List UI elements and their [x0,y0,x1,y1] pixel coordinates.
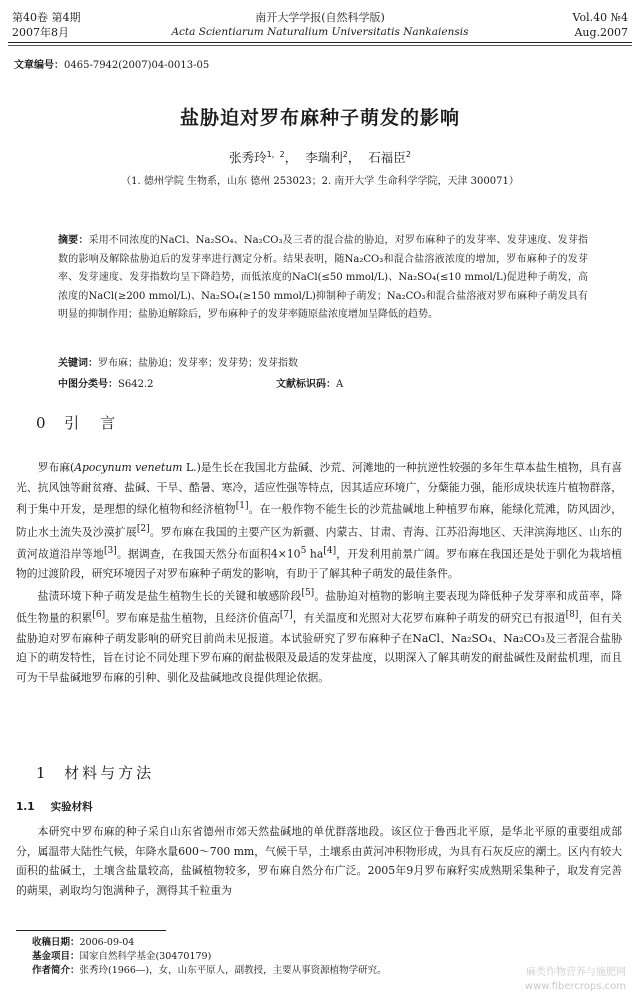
journal-name-cn: 南开大学学报(自然科学版) [255,11,385,24]
text-run: 盐渍环境下种子萌发是盐生植物生长的关键和敏感阶段 [37,589,302,603]
author-list: 张秀玲$^{1,2}$， 李瑞利$^2$， 石福臣$^2$ [229,149,411,165]
intro-paragraph-2 [16,584,622,688]
document-code-label: 文献标识码： [276,379,336,390]
latin-name: Apocynum venetum [74,461,183,474]
citation: [7] [279,610,293,621]
text-run: 。盐胁迫对植物的影响主要表现为降低种子发芽率和成苗率，降低生物量的积累 [16,589,623,625]
footnote-author [32,964,387,978]
footnote-label: 收稿日期： [32,937,80,948]
section-heading-methods [36,762,154,783]
text-run: ha [306,547,324,561]
text-run: 。罗布麻在我国的主要产区为新疆、内蒙古、甘肃、青海、江苏沿海地区、天津滨海地区、山东的黄河故道沿岸等地 [16,525,623,561]
keywords-label: 关键词： [58,358,98,369]
intro-paragraph-1 [16,458,622,584]
footnotes [32,936,387,978]
introduction-body [16,458,622,688]
author-affiliation-mark: 1，2 [266,149,285,159]
date-en: Aug.2007 [574,26,628,39]
footnote-divider [16,930,166,931]
watermark [525,966,626,994]
date-cn: 2007年8月 [12,26,69,39]
author-affiliation-mark: 2 [342,149,348,159]
text-run: ，开发利用前景广阔。罗布麻在我国还是处于驯化为栽培植物的过渡阶段，研究环境因子对罗布麻种子萌发的影响，有助于了解其种子萌发的最佳条件。 [16,547,623,581]
subsection-title: 实验材料 [50,801,93,813]
text-run: 。据调查，在我国天然分布面积4×10 [116,547,301,561]
author-name: 李瑞利 [305,150,343,165]
watermark-line: www.fibercrops.com [524,981,626,992]
section-title: 引 言 [64,414,119,432]
author-affiliation-mark: 2 [405,149,411,159]
materials-paragraph: 本研究中罗布麻的种子采自山东省德州市郊天然盐碱地的单优群落地段。该区位于鲁西北平原，是华北平原的重要组成部分，属温带大陆性气候，年降水量600～700 mm，气候干旱，土壤系由黄河冲积物形成，为具有石灰反应的潮土。区内有较大面积的盐碱土，土壤含盐量较高，盐碱植物较多，罗布麻自然分布广泛。2005年9月罗布麻籽实成熟期采集种子，取发育完善的蒴果，剥取均匀饱满种子，测得其千粒重为 [16,825,622,898]
footnote-label: 基金项目： [32,951,80,962]
article-number-label: 文章编号： [14,60,64,71]
keywords [58,354,298,369]
article-number-value: 0465-7942(2007)04-0013-05 [64,60,210,71]
citation: [4] [323,546,337,556]
citation: [6] [92,610,106,621]
article-number [14,56,209,71]
citation: [2] [136,523,150,534]
keywords-text: 罗布麻；盐胁迫；发芽率；发芽势；发芽指数 [98,358,298,369]
abstract-label: 摘要： [58,235,89,246]
document-code-value: A [336,379,344,390]
section-number: 1 [36,764,49,782]
citation: [3] [103,546,117,556]
header-right [573,10,628,40]
citation: [8] [565,610,579,621]
footnote-value: 张秀玲(1966—)，女，山东平原人，副教授，主要从事资源植物学研究。 [79,965,387,976]
section-title: 材料与方法 [64,764,155,782]
affiliations: （1. 德州学院 生物系，山东 德州 253023；2. 南开大学 生命科学学院，天津 300071） [121,176,519,187]
text-run: 罗布麻( [37,461,75,474]
text-run: ，有关温度和光照对大花罗布麻种子萌发的研究已有报道 [292,611,566,625]
exponent: 5 [300,546,307,556]
footnote-fund [32,950,387,964]
clc-value: S642.2 [118,379,154,390]
abstract-text: 采用不同浓度的NaCl、Na₂SO₄、Na₂CO₃及三者的混合盐的胁迫，对罗布麻种子的发芽率、发芽速度、发芽指数的影响及解除盐胁迫后的发芽率进行测定分析。结果表明，随Na₂CO₃和混合盐溶液浓度的增加，罗布麻种子的发芽率、发芽速度、发芽指数均呈下降趋势，而低浓度的NaCl(≤50 mmol/L)、Na₂SO₄(≤10 mmol/L)促进种子萌发，高浓度的NaCl(≥200 mmol/L)、Na₂SO₄(≥150 mmol/L)抑制种子萌发；Na₂CO₃和混合盐溶液对罗布麻种子萌发具有明显的抑制作用；盐胁迫解除后，罗布麻种子的发芽率随原盐浓度增加呈降低的趋势。 [58,235,589,320]
abstract [58,232,588,325]
document-code [276,375,343,390]
citation: [5] [301,588,315,598]
header-center [8,10,632,40]
footnote-value: 2006-09-04 [79,937,135,948]
volume-issue-en: Vol.40 №4 [572,11,628,24]
journal-header [8,8,632,43]
text-run: 。罗布麻是盐生植物，且经济价值高 [105,611,280,625]
footnote-received [32,936,387,950]
clc-label: 中图分类号： [58,379,118,390]
header-divider [8,45,632,46]
materials-body [16,822,622,901]
footnote-value: 国家自然科学基金(30470179) [79,951,212,962]
watermark-line: 麻类作物营养与施肥网 [526,967,626,978]
volume-issue-cn: 第40卷 第4期 [12,11,81,24]
section-number: 0 [36,414,49,432]
text-run: 。在一般作物不能生长的沙荒盐碱地上种植罗布麻，能绿化荒滩，防风固沙，防止水土流失及沙漠扩展 [16,503,623,539]
citation: [1] [235,501,249,512]
text-run: L.)是生长在我国北方盐碱、沙荒、河滩地的一种抗逆性较强的多年生草本盐生植物，具有喜光、抗风蚀等耐贫瘠、盐碱、干旱、酷暑、寒冷，适应性强等特点，因其适应环境广，分蘖能力强，能形成块状连片植物群落，利于集中开发，是理想的绿化植物和经济植物 [16,461,623,516]
subsection-heading [16,799,93,814]
journal-name-en: Acta Scientiarum Naturalium Universitatis Nankaiensis [171,26,469,38]
author-name: 张秀玲 [229,150,267,165]
subsection-number: 1.1 [16,801,35,813]
footnote-label: 作者简介： [32,965,80,976]
classification [58,375,578,390]
text-run: ，但有关盐胁迫对罗布麻种子萌发影响的研究目前尚未见报道。本试验研究了罗布麻种子在NaCl、Na₂SO₄、Na₂CO₃及三者混合盐胁迫下的萌发特性，旨在讨论不同处理下罗布麻的耐盐极限及最适的发芽盐度，以期深入了解其萌发的耐盐碱性及耐盐机理，而且可为干旱盐碱地罗布麻的引种、驯化及盐碱地改良提供理论依据。 [16,611,623,684]
section-heading-intro [36,412,118,433]
author-name: 石福臣 [368,150,406,165]
paper-title: 盐胁迫对罗布麻种子萌发的影响 [179,107,460,129]
